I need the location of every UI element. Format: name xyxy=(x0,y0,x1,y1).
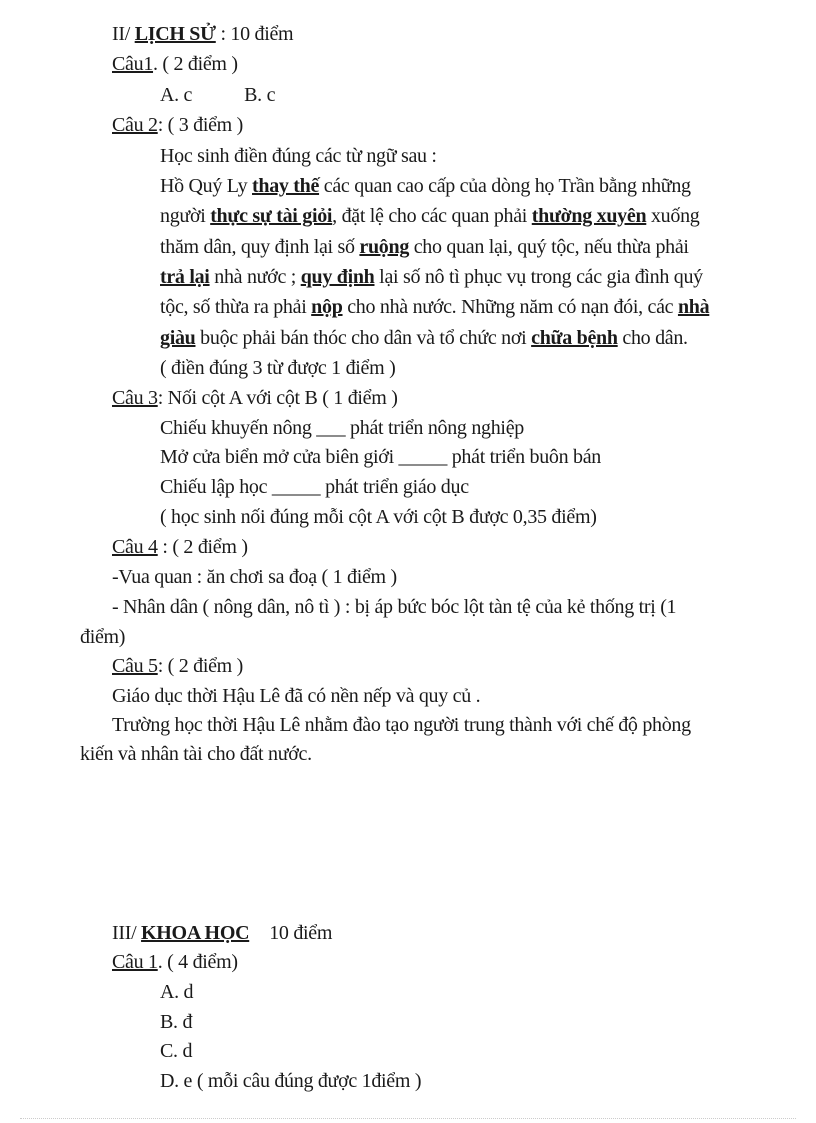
history-prefix: II/ xyxy=(112,23,130,45)
answer-term: thay thế xyxy=(252,175,320,197)
science-title: KHOA HỌC xyxy=(141,922,250,944)
text-span: cho nhà nước. Những năm có nạn đói, các xyxy=(342,296,678,318)
history-q2-paragraph-line xyxy=(160,235,689,259)
answer-term: trả lại xyxy=(160,266,210,288)
science-q1-answer-b: B. đ xyxy=(160,1011,193,1033)
history-q4-label: Câu 4 xyxy=(112,536,158,558)
history-title: LỊCH SỬ xyxy=(134,23,216,45)
history-q4-heading xyxy=(112,535,248,559)
history-q3-heading xyxy=(112,386,398,410)
history-q1-answer-b: B. c xyxy=(244,84,276,106)
answer-term: chữa bệnh xyxy=(531,327,618,349)
answer-term: quy định xyxy=(300,266,375,288)
history-q1-answer-a: A. c xyxy=(160,84,193,106)
science-q1-heading xyxy=(112,950,238,974)
text-span: nhà nước ; xyxy=(209,266,301,288)
history-points: : 10 điểm xyxy=(220,23,294,45)
text-span: buộc phải bán thóc cho dân và tổ chức nơi xyxy=(195,327,532,349)
history-q3-label: Câu 3 xyxy=(112,387,158,409)
text-span: xuống xyxy=(646,205,700,227)
history-q4-points: : ( 2 điểm ) xyxy=(157,536,248,558)
answer-term: giàu xyxy=(160,327,196,349)
history-q5-heading xyxy=(112,654,243,678)
science-q1-points: . ( 4 điểm) xyxy=(157,951,238,973)
history-q4-answer-2: - Nhân dân ( nông dân, nô tì ) : bị áp bức bóc lột tàn tệ của kẻ thống trị (1 xyxy=(112,596,677,618)
history-q2-paragraph-line xyxy=(160,326,688,350)
history-q2-paragraph-line xyxy=(160,204,699,228)
history-q3-row-1: Chiếu khuyến nông ___ phát triển nông nghiệp xyxy=(160,417,524,439)
science-q1-answer-d: D. e ( mỗi câu đúng được 1điểm ) xyxy=(160,1070,422,1092)
science-q1-answer-a: A. d xyxy=(160,981,194,1003)
text-span: lại số nô tì phục vụ trong các gia đình quý xyxy=(374,266,703,288)
text-span: , đặt lệ cho các quan phải xyxy=(332,205,532,227)
history-q5-answer-1: Giáo dục thời Hậu Lê đã có nền nếp và quy củ . xyxy=(112,685,481,707)
text-span: các quan cao cấp của dòng họ Trần bằng những xyxy=(319,175,691,197)
history-q4-answer-2-cont: điểm) xyxy=(80,626,126,648)
text-span: thăm dân, quy định lại số xyxy=(160,236,360,258)
history-q1-points: . ( 2 điểm ) xyxy=(153,53,238,75)
history-q1-label: Câu1 xyxy=(112,53,154,75)
history-q4-answer-1: -Vua quan : ăn chơi sa đoạ ( 1 điểm ) xyxy=(112,566,397,588)
history-q5-points: : ( 2 điểm ) xyxy=(157,655,243,677)
history-q3-rest: : Nối cột A với cột B ( 1 điểm ) xyxy=(157,387,398,409)
history-q5-answer-2: Trường học thời Hậu Lê nhằm đào tạo người trung thành với chế độ phòng xyxy=(112,714,691,736)
answer-term: thực sự tài giỏi xyxy=(210,205,333,227)
text-span: tộc, số thừa ra phải xyxy=(160,296,312,318)
history-heading xyxy=(112,22,293,46)
history-q2-paragraph-line xyxy=(160,174,691,198)
science-q1-answer-c: C. d xyxy=(160,1040,193,1062)
text-span: cho dân. xyxy=(617,327,688,349)
answer-term: thường xuyên xyxy=(531,205,647,227)
history-q2-intro: Học sinh điền đúng các từ ngữ sau : xyxy=(160,145,437,167)
history-q2-heading xyxy=(112,113,243,137)
science-q1-label: Câu 1 xyxy=(112,951,158,973)
history-q5-answer-2-cont: kiến và nhân tài cho đất nước. xyxy=(80,743,312,765)
answer-term: nhà xyxy=(677,296,710,318)
science-heading xyxy=(112,921,332,945)
text-span: cho quan lại, quý tộc, nếu thừa phải xyxy=(409,236,689,258)
history-q3-note: ( học sinh nối đúng mỗi cột A với cột B được 0,35 điểm) xyxy=(160,506,597,528)
science-prefix: III/ xyxy=(112,922,137,944)
history-q2-points: : ( 3 điểm ) xyxy=(157,114,243,136)
answer-term: nộp xyxy=(311,296,343,318)
history-q1-answers xyxy=(160,83,275,107)
page-bottom-divider xyxy=(20,1118,796,1119)
history-q2-note: ( điền đúng 3 từ được 1 điểm ) xyxy=(160,357,396,379)
text-span: người xyxy=(160,205,211,227)
history-q1-heading xyxy=(112,52,238,76)
science-points: 10 điểm xyxy=(269,922,333,944)
history-q3-row-3: Chiếu lập học _____ phát triển giáo dục xyxy=(160,476,469,498)
history-q2-paragraph-line xyxy=(160,295,709,319)
answer-term: ruộng xyxy=(359,236,410,258)
history-q2-paragraph-line xyxy=(160,265,703,289)
history-q3-row-2: Mở cửa biển mở cửa biên giới _____ phát triển buôn bán xyxy=(160,446,601,468)
history-q5-label: Câu 5 xyxy=(112,655,158,677)
history-q2-label: Câu 2 xyxy=(112,114,158,136)
text-span: Hồ Quý Ly xyxy=(160,175,253,197)
